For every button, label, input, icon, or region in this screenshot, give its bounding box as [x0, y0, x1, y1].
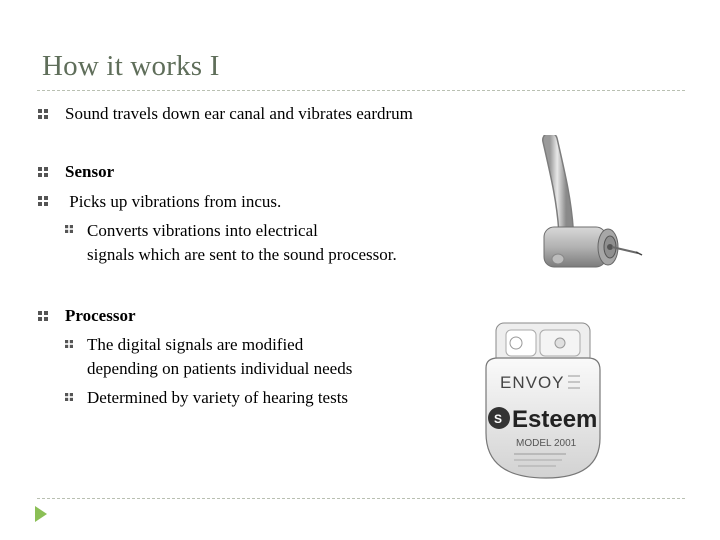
slide-title: How it works I — [42, 50, 220, 82]
sub-bullet-converts: Converts vibrations into electrical — [87, 221, 318, 240]
bullet-icon — [38, 109, 48, 119]
brand-label: ENVOY — [500, 373, 565, 392]
sub-bullet-digital: The digital signals are modified — [87, 335, 304, 354]
sub-bullet-converts-cont: signals which are sent to the sound processor. — [87, 245, 397, 264]
bullet-icon — [38, 167, 48, 177]
sub-bullet-determined: Determined by variety of hearing tests — [87, 388, 349, 407]
processor-device-image — [476, 318, 608, 483]
bullet-icon — [38, 196, 48, 206]
svg-text:S: S — [494, 412, 503, 426]
sub-bullet-digital-cont: depending on patients individual needs — [87, 359, 353, 378]
model-label: MODEL 2001 — [516, 438, 577, 449]
title-divider — [37, 90, 685, 91]
sensor-device-image — [530, 135, 670, 275]
next-slide-arrow-icon[interactable] — [34, 505, 48, 523]
footer-divider — [37, 498, 685, 499]
bullet-icon — [38, 311, 48, 321]
product-label: Esteem — [512, 406, 598, 433]
bullet-sensor: Sensor — [65, 162, 115, 181]
sub-bullet-icon — [65, 393, 73, 401]
sub-bullet-icon — [65, 225, 73, 233]
bullet-sound: Sound travels down ear canal and vibrates eardrum — [65, 104, 413, 123]
sub-bullet-icon — [65, 340, 73, 348]
bullet-processor: Processor — [65, 306, 136, 325]
bullet-picks-up: Picks up vibrations from incus. — [65, 192, 282, 211]
